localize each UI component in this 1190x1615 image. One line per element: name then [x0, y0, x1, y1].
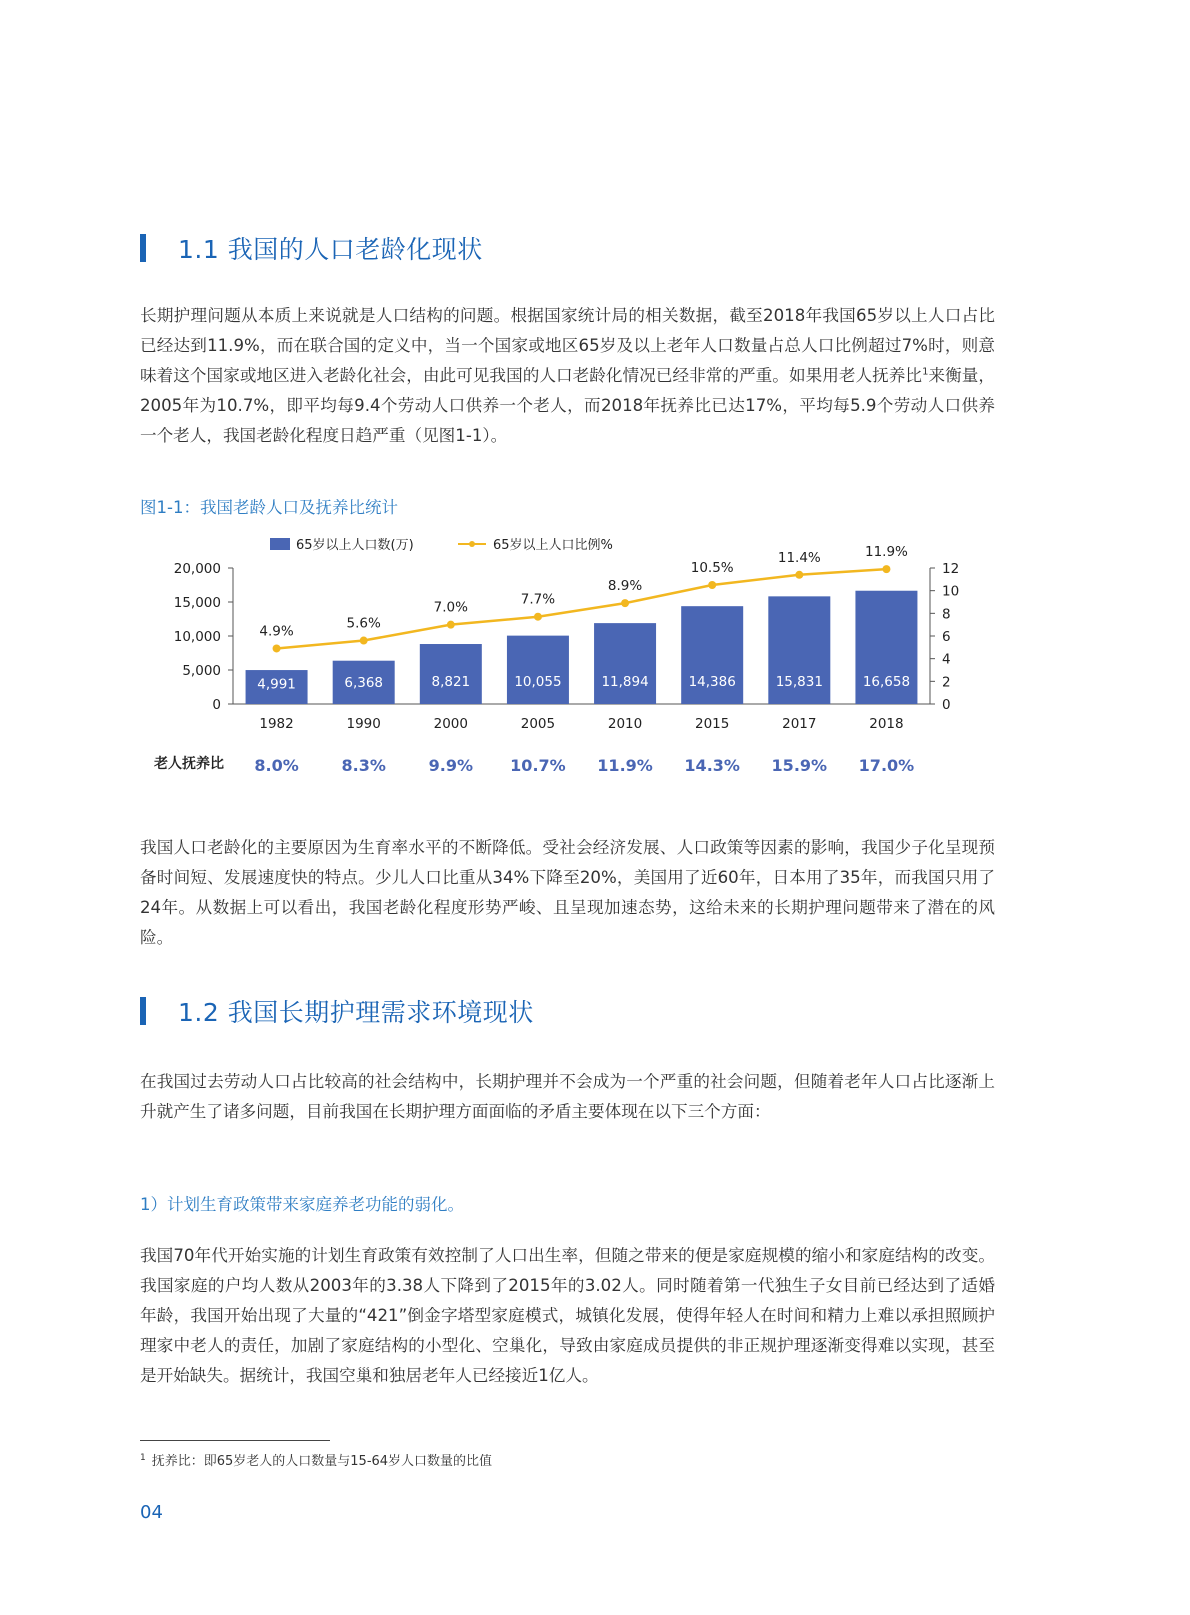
- ratio-row-value: 14.3%: [684, 756, 740, 775]
- ratio-row-label: 老人抚养比: [154, 756, 224, 772]
- bar-2010: [594, 623, 656, 704]
- right-y-tick-label: 0: [942, 697, 951, 713]
- ratio-point-2000: [447, 621, 455, 629]
- bar-value-label: 14,386: [688, 674, 736, 690]
- ratio-row-value: 8.3%: [341, 756, 386, 775]
- ratio-point-label: 7.0%: [433, 599, 468, 616]
- subheading-family-planning: 1）计划生育政策带来家庭养老功能的弱化。: [140, 1195, 464, 1214]
- paragraph-aging-status: [140, 301, 995, 451]
- elderly-population-chart: [140, 538, 960, 788]
- bar-value-label: 16,658: [862, 674, 911, 690]
- ratio-point-1982: [273, 644, 281, 652]
- ratio-row-value: 11.9%: [597, 756, 653, 775]
- right-y-tick-label: 12: [942, 561, 960, 577]
- page-number: 04: [140, 1502, 163, 1523]
- footnote: [140, 1450, 492, 1469]
- footnote-divider: [140, 1440, 330, 1441]
- ratio-row-value: 9.9%: [428, 756, 473, 775]
- heading-accent-bar: [140, 997, 146, 1025]
- ratio-row-value: 8.0%: [254, 756, 299, 775]
- ratio-point-label: 11.9%: [864, 544, 908, 561]
- x-tick-label: 2010: [607, 716, 643, 732]
- ratio-point-label: 11.4%: [777, 549, 821, 566]
- right-y-tick-label: 8: [942, 606, 951, 623]
- x-tick-label: 2000: [433, 716, 468, 732]
- figure-caption: 图1-1：我国老龄人口及抚养比统计: [140, 498, 398, 517]
- x-tick-label: 2018: [869, 716, 904, 732]
- paragraph-text: 长期护理问题从本质上来说就是人口结构的问题。根据国家统计局的相关数据，截至2018年我国65岁以上人口占比已经达到11.9%，而在联合国的定义中，当一个国家或地区65岁及以上老年人口数量占总人口比例超过7%时，则意味着这个国家或地区进入老龄化社会，由此可见我国的人口老龄化情况已经非常的严重。如果用老人抚养比: [140, 306, 995, 385]
- right-y-tick-label: 10: [942, 583, 960, 600]
- paragraph-care-demand: 在我国过去劳动人口占比较高的社会结构中，长期护理并不会成为一个严重的社会问题，但随着老年人口占比逐渐上升就产生了诸多问题，目前我国在长期护理方面面临的矛盾主要体现在以下三个方面：: [140, 1072, 995, 1121]
- right-y-tick-label: 6: [942, 629, 951, 645]
- bar-value-label: 6,368: [344, 674, 384, 691]
- legend-line-marker: [469, 541, 475, 547]
- section-heading-1-2: [140, 991, 534, 1031]
- legend-line-label: 65岁以上人口比例%: [493, 538, 613, 553]
- x-tick-label: 2017: [782, 716, 817, 732]
- left-y-tick-label: 5,000: [182, 663, 221, 679]
- x-tick-label: 2005: [520, 716, 556, 732]
- paragraph-text: 来衡量，2005年为10.7%，即平均每9.4个劳动人口供养一个老人，而2018年抚养比已达17%，平均每5.9个劳动人口供养一个老人，我国老龄化程度日趋严重（见图1-1）。: [140, 366, 996, 445]
- left-y-tick-label: 20,000: [173, 561, 221, 577]
- paragraph-family-structure: 我国70年代开始实施的计划生育政策有效控制了人口出生率，但随之带来的便是家庭规模的缩小和家庭结构的改变。我国家庭的户均人数从2003年的3.38人下降到了2015年的3.02人。同时随着第一代独生子女目前已经达到了适婚年龄，我国开始出现了大量的“421”倒金字塔型家庭模式，城镇化发展，使得年轻人在时间和精力上难以承担照顾护理家中老人的责任，加剧了家庭结构的小型化、空巢化，导致由家庭成员提供的非正规护理逐渐变得难以实现，甚至是开始缺失。据统计，我国空巢和独居老年人已经接近1亿人。: [140, 1246, 995, 1385]
- heading-accent-bar: [140, 234, 146, 262]
- ratio-point-2018: [882, 565, 890, 573]
- x-tick-label: 2015: [695, 716, 730, 732]
- ratio-point-label: 8.9%: [607, 578, 643, 595]
- bar-value-label: 11,894: [601, 674, 649, 690]
- ratio-point-label: 4.9%: [259, 623, 294, 640]
- ratio-row-value: 15.9%: [771, 756, 828, 775]
- section-heading-1-1: [140, 228, 483, 268]
- ratio-point-label: 10.5%: [690, 560, 734, 576]
- bar-2005: [507, 636, 569, 704]
- x-tick-label: 1982: [259, 716, 294, 732]
- footnote-ref[interactable]: 1: [922, 366, 929, 378]
- ratio-row-value: 17.0%: [858, 756, 915, 775]
- section-title: 1.2 我国长期护理需求环境现状: [178, 998, 534, 1027]
- left-y-tick-label: 15,000: [173, 595, 221, 611]
- section-title: 1.1 我国的人口老龄化现状: [178, 235, 483, 264]
- right-y-tick-label: 4: [942, 651, 951, 668]
- ratio-point-label: 7.7%: [520, 591, 556, 608]
- ratio-point-2017: [795, 571, 803, 579]
- bar-value-label: 10,055: [514, 674, 562, 690]
- bar-value-label: 4,991: [257, 676, 296, 693]
- legend-bar-label: 65岁以上人口数(万): [296, 538, 414, 553]
- ratio-point-2010: [621, 599, 629, 607]
- ratio-point-2005: [534, 613, 542, 621]
- ratio-point-label: 5.6%: [346, 615, 381, 632]
- legend-bar-swatch: [270, 538, 290, 550]
- ratio-point-2015: [708, 581, 716, 589]
- bar-value-label: 8,821: [431, 674, 471, 690]
- left-y-tick-label: 10,000: [173, 629, 221, 645]
- left-y-tick-label: 0: [212, 697, 221, 713]
- footnote-mark: 1: [140, 1452, 146, 1463]
- x-tick-label: 1990: [346, 716, 381, 732]
- ratio-row-value: 10.7%: [510, 756, 566, 775]
- bar-value-label: 15,831: [775, 674, 823, 690]
- footnote-text: 抚养比：即65岁老人的人口数量与15-64岁人口数量的比值: [151, 1454, 493, 1469]
- paragraph-aging-causes: 我国人口老龄化的主要原因为生育率水平的不断降低。受社会经济发展、人口政策等因素的影响，我国少子化呈现预备时间短、发展速度快的特点。少儿人口比重从34%下降至20%，美国用了近60年，日本用了35年，而我国只用了24年。从数据上可以看出，我国老龄化程度形势严峻、且呈现加速态势，这给未来的长期护理问题带来了潜在的风险。: [140, 838, 995, 947]
- ratio-point-1990: [360, 637, 368, 645]
- right-y-tick-label: 2: [942, 674, 951, 691]
